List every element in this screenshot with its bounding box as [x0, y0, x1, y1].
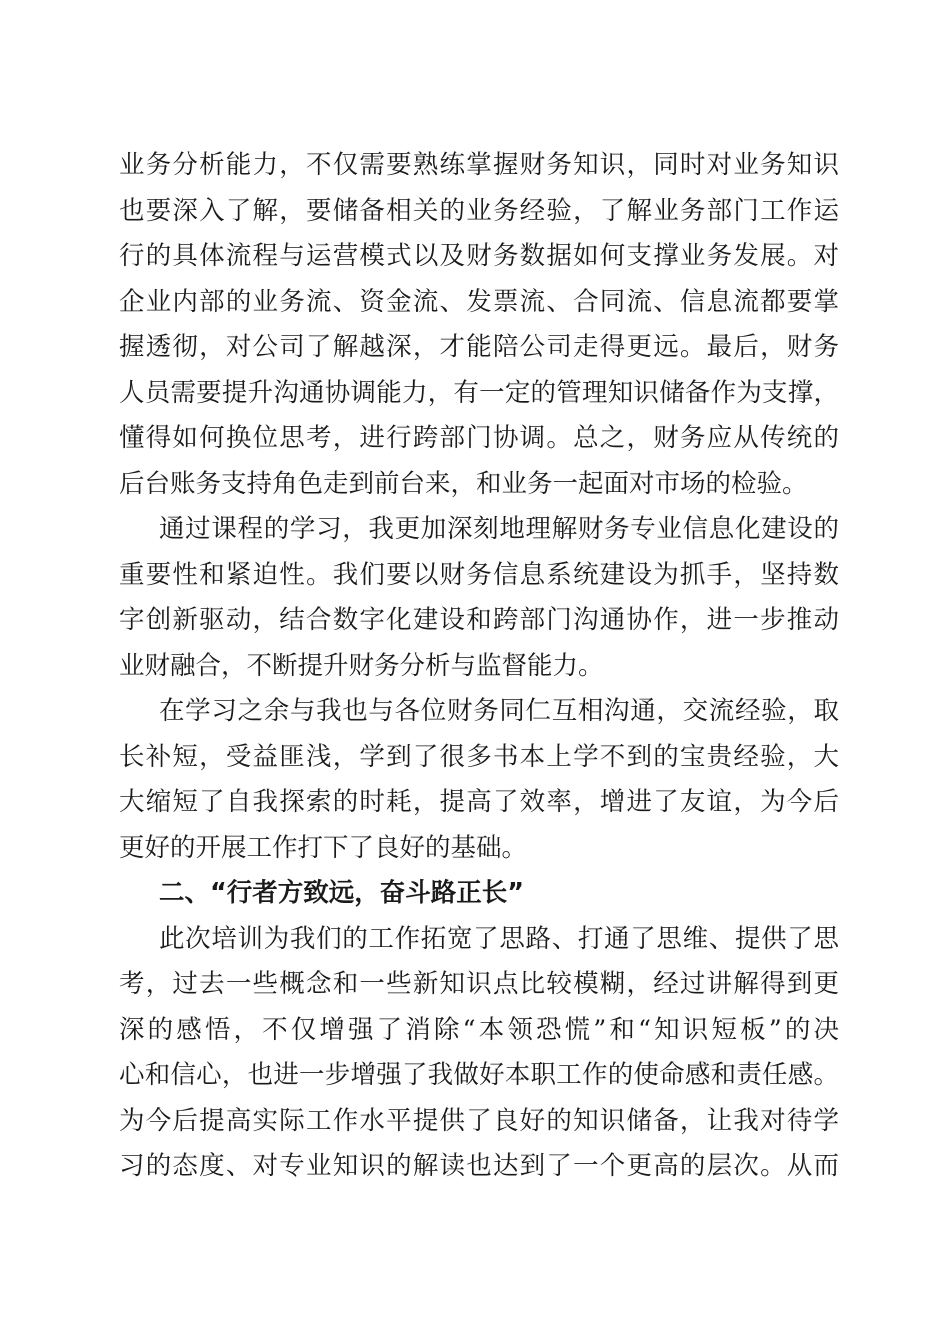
paragraph-line: 此次培训为我们的工作拓宽了思路、打通了思维、提供了思: [159, 923, 839, 954]
paragraph-line: 企业内部的业务流、资金流、发票流、合同流、信息流都要掌: [119, 286, 839, 317]
paragraph-line: 深的感悟，不仅增强了消除“本领恐慌”和“知识短板”的决: [119, 1014, 839, 1045]
paragraph-line: 业务分析能力，不仅需要熟练掌握财务知识，同时对业务知识: [119, 150, 839, 180]
paragraph-line: 长补短，受益匪浅，学到了很多书本上学不到的宝贵经验，大: [119, 741, 839, 772]
paragraph-line: 人员需要提升沟通协调能力，有一定的管理知识储备作为支撑，: [119, 377, 839, 408]
paragraph-line: 通过课程的学习，我更加深刻地理解财务专业信息化建设的: [159, 514, 839, 544]
paragraph-line: 行的具体流程与运营模式以及财务数据如何支撑业务发展。对: [119, 241, 839, 271]
section-heading: 二、“行者方致远，奋斗路正长”: [159, 878, 525, 908]
paragraph-line: 后台账务支持角色走到前台来，和业务一起面对市场的检验。: [119, 468, 808, 499]
document-page: [119, 145, 839, 1192]
paragraph-line: 字创新驱动，结合数字化建设和跨部门沟通协作，进一步推动: [119, 605, 839, 635]
paragraph-line: 也要深入了解，要储备相关的业务经验，了解业务部门工作运: [119, 195, 839, 226]
paragraph-line: 考，过去一些概念和一些新知识点比较模糊，经过讲解得到更: [119, 969, 839, 999]
paragraph-line: 更好的开展工作打下了良好的基础。: [119, 832, 528, 863]
paragraph-line: 习的态度、对专业知识的解读也达到了一个更高的层次。从而: [119, 1151, 839, 1181]
paragraph-line: 心和信心，也进一步增强了我做好本职工作的使命感和责任感。: [119, 1060, 839, 1090]
paragraph-line: 为今后提高实际工作水平提供了良好的知识储备，让我对待学: [119, 1105, 839, 1136]
paragraph-line: 握透彻，对公司了解越深，才能陪公司走得更远。最后，财务: [119, 332, 839, 362]
paragraph-line: 在学习之余与我也与各位财务同仁互相沟通，交流经验，取: [159, 696, 839, 726]
paragraph-line: 大缩短了自我探索的时耗，提高了效率，增进了友谊，为今后: [119, 787, 839, 817]
paragraph-line: 懂得如何换位思考，进行跨部门协调。总之，财务应从传统的: [119, 423, 839, 453]
paragraph-line: 业财融合，不断提升财务分析与监督能力。: [119, 650, 604, 681]
paragraph-line: 重要性和紧迫性。我们要以财务信息系统建设为抓手，坚持数: [119, 559, 839, 590]
